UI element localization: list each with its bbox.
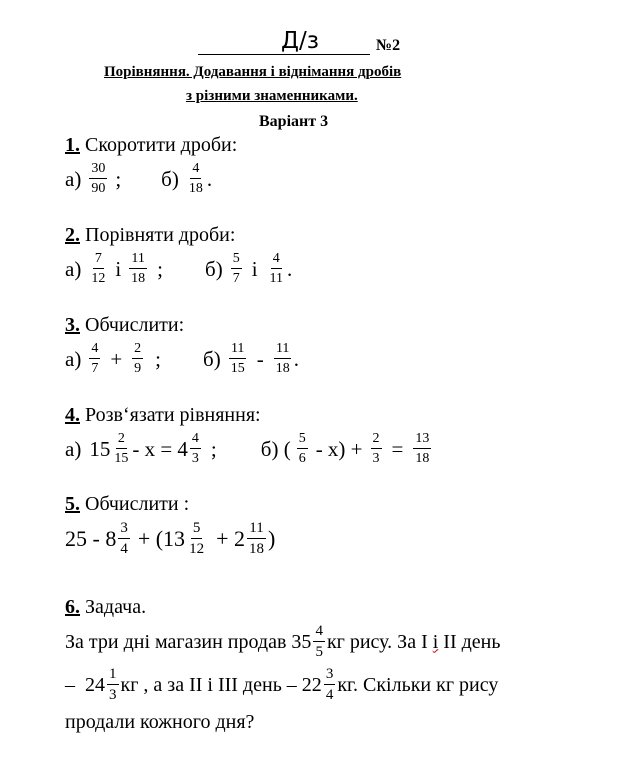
task-4-heading [65,404,261,427]
fraction: $\frac{4}{18}$ [188,161,203,196]
minus-sign: - [256,346,264,371]
task-6-line-3: продали кожного дня? [65,711,255,733]
task-3-a-label: а) [65,346,82,371]
equation-part: - х = 4 [132,436,188,461]
fraction: $\frac{30}{90}$ [91,161,106,196]
problem-text: кг рису. За I [326,630,433,653]
task-5-text: Обчислити : [80,493,190,515]
fraction: $\frac{4}{11}$ [269,251,284,286]
conjunction: і [115,256,122,281]
title-line-2: з різними знаменниками. [186,88,358,104]
task-6-heading [65,596,146,619]
homework-number: №2 [376,37,401,54]
fraction: $\frac{11}{15}$ [230,341,245,376]
task-3-text: Обчислити: [80,314,185,336]
fraction: $\frac{2}{3}$ [372,431,380,466]
equation-part: - х) + [315,436,363,461]
task-1-b-label: б) [161,166,179,191]
task-5-heading [65,493,189,516]
task-1-number: 1. [65,134,80,156]
expression-part: + 2 [216,526,245,551]
task-5-row [65,521,275,557]
problem-text: II день [438,630,501,653]
plus-sign: + [110,346,123,371]
task-6-line-1 [65,624,501,660]
fraction: $\frac{3}{4}$ [120,520,128,557]
fraction: $\frac{3}{4}$ [325,666,334,703]
homework-label: Д/з [281,28,319,54]
task-2-a-label: а) [65,256,82,281]
task-4-number: 4. [65,404,80,426]
task-1-row [65,162,212,196]
task-1-heading [65,134,237,157]
problem-text: кг , а за II і III день – 22 [120,673,322,696]
task-2-row [65,252,292,286]
fraction: $\frac{4}{7}$ [91,341,99,376]
task-1-text: Скоротити дроби: [80,134,238,156]
spellcheck-word: і [432,630,439,653]
separator: ; [210,436,217,461]
task-4-row [65,432,433,466]
fraction: $\frac{4}{5}$ [315,623,323,660]
fraction: $\frac{11}{18}$ [248,520,264,557]
fraction: $\frac{2}{15}$ [114,431,129,466]
expression-part: 25 - 8 [65,526,117,551]
separator: ; [157,256,164,281]
task-6-text: Задача. [80,596,147,618]
problem-text: – 24 [65,673,105,696]
title-line-1: Порівняння. Додавання і віднімання дробів [104,64,402,80]
header-underline [198,54,370,55]
task-5-number: 5. [65,493,80,515]
task-3-row [65,342,299,376]
task-2-number: 2. [65,224,80,246]
fraction: $\frac{7}{12}$ [91,251,106,286]
period: . [287,256,293,281]
task-4-text: Розв‘язати рівняння: [80,404,261,426]
problem-text: кг. Скільки кг рису [337,673,499,696]
task-2-heading [65,224,235,247]
task-6-number: 6. [65,596,80,618]
equals-sign: = [391,436,404,461]
problem-text: За три дні магазин продав 35 [65,630,312,653]
task-1-a-label: а) [65,166,82,191]
variant-label: Варіант 3 [259,113,329,130]
task-4-b-label: б) ( [260,436,291,461]
fraction: $\frac{5}{12}$ [189,520,205,557]
whole-number: 15 [89,436,111,461]
separator: ; [115,166,122,191]
fraction: $\frac{5}{6}$ [298,431,306,466]
task-3-number: 3. [65,314,80,336]
separator: ; [155,346,162,371]
period: . [206,166,213,191]
task-2-b-label: б) [205,256,223,281]
fraction: $\frac{4}{3}$ [191,431,199,466]
task-3-heading [65,314,184,337]
fraction: $\frac{2}{9}$ [134,341,142,376]
fraction: $\frac{5}{7}$ [232,251,240,286]
fraction: $\frac{11}{18}$ [131,251,146,286]
conjunction: і [251,256,258,281]
fraction: $\frac{13}{18}$ [415,431,430,466]
task-3-b-label: б) [203,346,221,371]
period: . [293,346,299,371]
task-4-a-label: а) [65,436,82,461]
fraction: $\frac{1}{3}$ [109,666,117,703]
expression-part: ) [267,526,276,551]
expression-part: + (13 [137,526,186,551]
task-6-line-2 [65,667,498,703]
fraction: $\frac{11}{18}$ [275,341,290,376]
task-2-text: Порівняти дроби: [80,224,236,246]
